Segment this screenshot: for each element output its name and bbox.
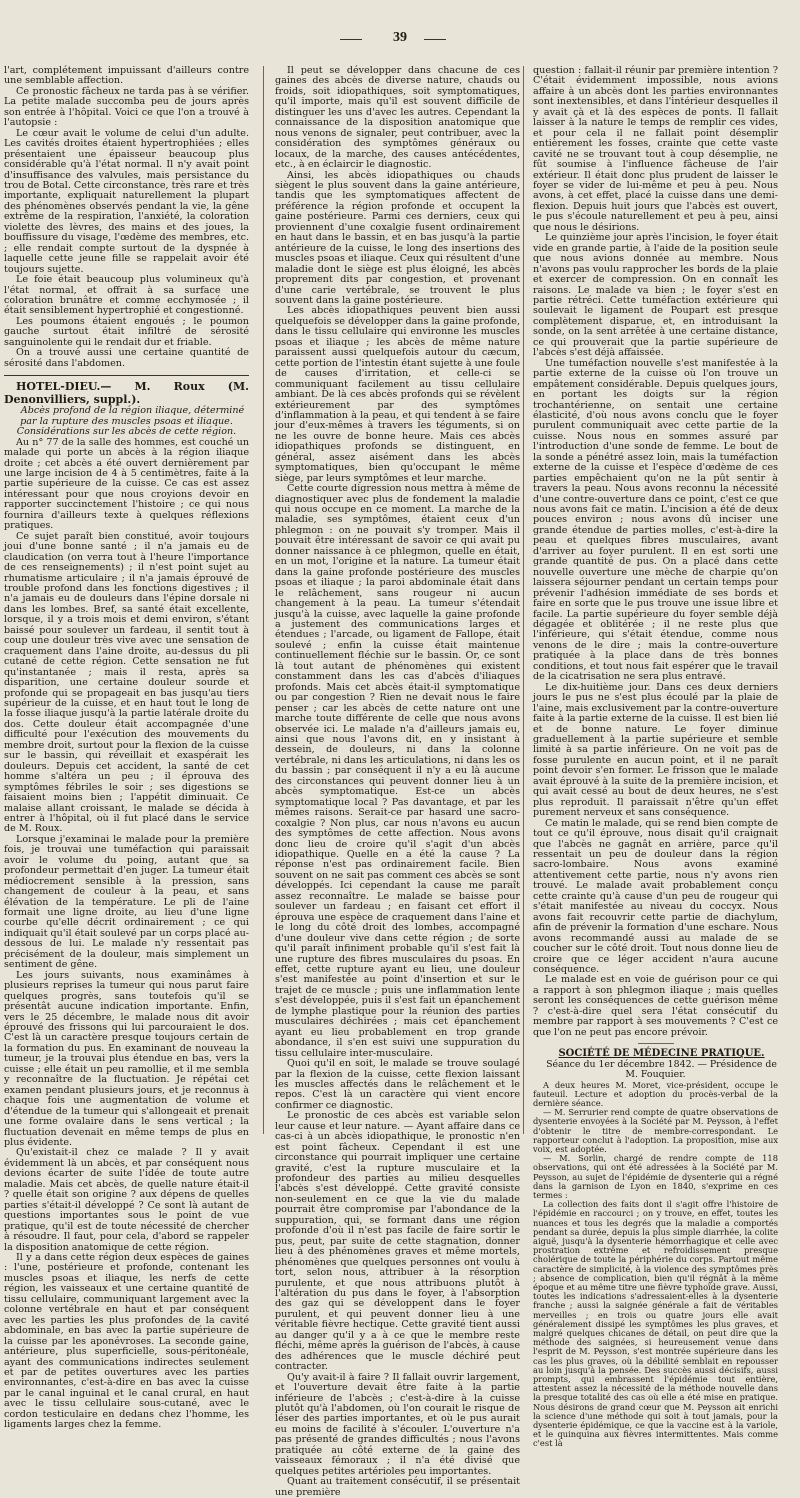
- article-subtitle: Abcès profond de la région iliaque, déterminé par la rupture des muscles psoas et iliaque. Considérations sur les abcès de cette région.: [16, 405, 245, 438]
- paragraph: Le foie était beaucoup plus volumineux qu'à l'état normal, et offrait à sa surface une coloration brunâtre et comme ecchymosée ; il était sensiblement hypertrophié et congestionné.: [4, 274, 249, 317]
- paragraph: Une tuméfaction nouvelle s'est manifestée à la partie externe de la cuisse où l'on trouve un empâtement considérable. Depuis quelques jours, en portant les doigts sur la région trochantérienne, on sentait une certaine élasticité, d'où nous avons conclu que le foyer purulent communiquait avec cette partie de la cuisse. Nous nous en sommes assuré par l'introduction d'une sonde de femme. Le bout de la sonde a pénétré assez loin, mais la tuméfaction externe de la cuisse et l'espèce d'œdème de ces parties empêchaient qu'on ne la pût sentir à travers la peau. Nous avons reconnu la nécessité d'une contre-ouverture dans ce point, c'est ce que nous avons fait ce matin. L'incision a été de deux pouces environ ; nous avons dû inciser une grande étendue de parties molles, c'est-à-dire la peau et quelques fibres musculaires, avant d'arriver au foyer purulent. Il en est sorti une grande quantité de pus. On a placé dans cette nouvelle ouverture une mèche de charpie qu'on laissera séjourner pendant un certain temps pour prévenir l'adhésion immédiate de ses bords et faire en sorte que le pus trouve une issue libre et facile. La partie supérieure du foyer semble déjà dégagée et oblitérée ; il ne reste plus que l'inférieure, qui s'était étendue, comme nous venons de le dire ; mais la contre-ouverture pratiquée à la place dans de très bonnes conditions, et tout nous fait espérer que le travail de la cicatrisation ne sera plus entravé.: [533, 357, 778, 683]
- paragraph: Il peut se développer dans chacune de ces gaines des abcès de diverse nature, chauds ou froids, soit idiopathiques, soit symptomatiques, qu'il importe, mais qu'il est souvent difficile de distinguer les uns d'avec les autres. Cependant la connaissance de la disposition anatomique que nous venons de signaler, peut contribuer, avec la considération des symptômes généraux ou locaux, de la marche, des causes antécédentes, etc., à en éclaircir le diagnostic.: [275, 65, 520, 171]
- column-divider: [523, 66, 524, 1134]
- header-rule-right: [424, 39, 446, 40]
- section-heading: SOCIÉTÉ DE MÉDECINE PRATIQUE.: [558, 1048, 765, 1060]
- paragraph: l'art, complétement impuissant d'ailleurs contre une semblable affection.: [4, 65, 249, 87]
- paragraph: Le pronostic de ces abcès est variable selon leur cause et leur nature. — Ayant affaire dans ce cas-ci à un abcès idiopathique, le pronostic n'en est point fâcheux. Cependant il est une circonstance qui pourrait impliquer une certaine gravité, c'est la rupture musculaire et la profondeur des parties au milieu desquelles l'abcès s'est développé. Cette gravité consiste non-seulement en ce que la vie du malade pourrait être compromise par l'abondance de la suppuration, qui, se formant dans une région profonde d'où il n'est pas facile de faire sortir le pus, peut, par suite de cette stagnation, donner lieu à des phénomènes graves et même mortels, phénomènes que quelques personnes ont voulu à tort, selon nous, attribuer à la résorption purulente, et que nous attribuons plutôt à l'altération du pus dans le foyer, à l'absorption des gaz qui se développent dans le foyer purulent, et qui peuvent donner lieu à une véritable fièvre hectique. Cette gravité tient aussi au danger qu'il y a à ce que le membre reste fléchi, même après la guérison de l'abcès, à cause des adhérences que le muscle déchiré peut contracter.: [275, 1110, 520, 1373]
- column-left: [4, 65, 249, 1431]
- paragraph: Au n° 77 de la salle des hommes, est couché un malade qui porte un abcès à la région iliaque droite ; cet abcès a été ouvert dernièrement par une large incision de 4 à 5 centimètres, faite à la partie supérieure de la cuisse. Ce cas est assez intéressant pour que nous croyions devoir en rapporter succinctement l'histoire ; ce qui nous fournira d'ailleurs texte à quelques réflexions pratiques.: [4, 436, 249, 532]
- column-right: [533, 65, 778, 1449]
- paragraph: Le dix-huitième jour. Dans ces deux derniers jours le pus ne s'est plus écoulé par la plaie de l'aine, mais exclusivement par la contre-ouverture faite à la partie externe de la cuisse. Il est bien lié et de bonne nature. Le foyer diminue graduellement à la partie supérieure et semble limité à sa partie inférieure. On ne voit pas de fosse purulente en aucun point, et il ne paraît point devoir s'en former. Le frisson que le malade avait éprouvé à la suite de la première incision, et qui avait cessé au bout de deux heures, ne s'est plus reproduit. Il paraissait n'être qu'un effet purement nerveux et sans conséquence.: [533, 681, 778, 819]
- paragraph: A deux heures M. Moret, vice-président, occupe le fauteuil. Lecture et adoption du procès-verbal de la dernière séance.: [533, 1079, 778, 1108]
- paragraph: Les abcès idiopathiques peuvent bien aussi quelquefois se développer dans la gaine profonde, dans le tissu cellulaire qui environne les muscles psoas et iliaque ; les abcès de même nature paraissent aussi quelquefois autour du cæcum, cette portion de l'intestin étant sujette à une foule de causes d'irritation, et celle-ci se communiquant facilement au tissu cellulaire ambiant. De là ces abcès profonds qui se révèlent extérieurement par des symptômes d'inflammation à la peau, et qui tendent à se faire jour d'eux-mêmes à travers les téguments, si on ne les ouvre de bonne heure. Mais ces abcès idiopathiques profonds se distinguent, en général, assez aisément dans les abcès symptomatiques, bien qu'occupant le même siège, par leurs symptômes et leur marche.: [275, 305, 521, 484]
- paragraph: Lorsque j'examinai le malade pour la première fois, je trouvai une tuméfaction qui paraissait avoir le volume du poing, autant que sa profondeur permettait d'en juger. La tumeur était médiocrement sensible à la pression, sans changement de couleur à la peau, et sans élévation de la température. Le pli de l'aine formait une ligne droite, au lieu d'une ligne courbe qu'elle décrit ordinairement ; ce qui indiquait qu'il était soulevé par un corps placé au-dessous de lui. Le malade n'y ressentait pas précisément de la douleur, mais simplement un sentiment de gêne.: [4, 833, 249, 971]
- page-header: [0, 30, 800, 48]
- page-number: 39: [393, 30, 407, 45]
- section-heading: HOTEL-DIEU.— M. Roux (M. Denonvilliers, suppl.).: [4, 380, 249, 407]
- paragraph: Qu'y avait-il à faire ? Il fallait ouvrir largement, et l'ouverture devait être faite à la partie inférieure de l'abcès ; c'est-à-dire à la cuisse plutôt qu'à l'abdomen, où l'on courait le risque de léser des parties importantes, et où le pus aurait eu moins de facilité à s'écouler. L'ouverture n'a pas présenté de grandes difficultés ; nous l'avons pratiquée au côté externe de la gaine des vaisseaux fémoraux ; il n'a été divisé que quelques petites artérioles peu importantes.: [275, 1371, 520, 1477]
- paragraph: — M. Sorlin, chargé de rendre compte de 118 observations, qui ont été adressées à la Société par M. Peysson, au sujet de l'épidémie de dysenterie qui a régné dans la garnison de Lyon en 1840, s'exprime en ces termes :: [533, 1153, 778, 1200]
- paragraph: Le quinzième jour après l'incision, le foyer était vide en grande partie, à l'aide de la position seule que nous avions donnée au membre. Nous n'avons pas voulu rapprocher les bords de la plaie et exercer de compression. On en connaît les raisons. Le malade va bien ; le foyer s'est en partie rétréci. Cette tuméfaction extérieure qui soulevait le ligament de Poupart est presque complètement disparue, et, en introduisant la sonde, on la sent arrêtée à une certaine distance, ce qui prouverait que la partie supérieure de l'abcès s'est déjà affaissée.: [533, 232, 778, 359]
- society-minutes: [533, 1081, 778, 1449]
- paragraph: question : fallait-il réunir par première intention ? C'était évidemment impossible, nous avions affaire à un abcès dont les parties environnantes sont inextensibles, et dans l'intérieur desquelles il y avait çà et là des espèces de ponts. Il fallait laisser à la nature le temps de remplir ces vides, et pour cela il ne fallait point désemplir entièrement les fosses, crainte que cette vaste cavité ne se trouvant tout à coup désemplie, ne fût soumise à l'influence fâcheuse de l'air extérieur. Il était donc plus prudent de laisser le foyer se vider de lui-même et peu à peu. Nous avons, à cet effet, placé la cuisse dans une demi-flexion. Depuis huit jours que l'abcès est ouvert, le pus s'écoule naturellement et peu à peu, ainsi que nous le désirions.: [533, 65, 778, 233]
- paragraph: Les jours suivants, nous examinâmes à plusieurs reprises la tumeur qui nous parut faire quelques progrès, sans toutefois qu'il se présentât aucune indication importante. Enfin, vers le 25 décembre, le malade nous dit avoir éprouvé des frissons qui lui parcouraient le dos. C'est là un caractère presque toujours certain de la formation du pus. En examinant de nouveau la tumeur, je la trouvai plus étendue en bas, vers la cuisse ; elle était un peu ramollie, et il me sembla y reconnaître de la fluctuation. Je répétai cet examen pendant plusieurs jours, et je reconnus à chaque fois une augmentation de volume et d'étendue de la tumeur qui s'allongeait et prenait une forme ovalaire dans le sens vertical ; la fluctuation devenait en même temps de plus en plus évidente.: [4, 969, 249, 1148]
- paragraph: La collection des faits dont il s'agit offre l'histoire de l'épidémie en raccourci ; on y trouve, en effet, toutes les nuances et tous les degrés que la maladie a comportés pendant sa durée, depuis la plus simple diarrhée, la colite aiguë, jusqu'à la dysenterie hémorrhagique et celle avec prostration extrême et refroidissement presque cholérique de toute la périphérie du corps. Partout même caractère de simplicité, à la violence des symptômes près ; absence de complication, bien qu'il régnât à la même époque et au même titre une fièvre typhoïde grave. Aussi, toutes les indications s'adressaient-elles à la dysenterie franche ; aussi la saignée générale a fait de véritables merveilles ; en trois ou quatre jours elle avait généralement dissipé les symptômes les plus graves, et malgré quelques chicanes de détail, on peut dire que la méthode des saignées, si heureusement venue dans l'esprit de M. Peysson, s'est montrée supérieure dans les cas les plus graves, où la débilité semblait en repousser au loin jusqu'à la pensée. Des succès aussi décisifs, aussi prompts, qui embrassent l'épidémie tout entière, attestent assez la nécessité de la méthode nouvelle dans la presque totalité des cas où elle a été mise en pratique. Nous désirons de grand cœur que M. Peysson ait enrichi la science d'une méthode qui soit à tout jamais, pour la dysenterie épidémique, ce que la vaccine est à la variole, et le quinquina aux fièvres intermittentes. Mais comme c'est là: [533, 1199, 778, 1449]
- paragraph: Ce matin le malade, qui se rend bien compte de tout ce qu'il éprouve, nous disait qu'il craignait que l'abcès ne gagnât en arrière, parce qu'il ressentait un peu de douleur dans la région sacro-lombaire. Nous avons examiné attentivement cette partie, nous n'y avons rien trouvé. Le malade avait probablement conçu cette crainte qu'à cause d'un peu de rougeur qui s'était manifestée au niveau du coccyx. Nous avons fait recouvrir cette partie de diachylum, afin de prévenir la formation d'une eschare. Nous avons recommandé aussi au malade de se coucher sur le côté droit. Tout nous donne lieu de croire que ce léger accident n'aura aucune conséquence.: [533, 817, 778, 975]
- paragraph: Ainsi, les abcès idiopathiques ou chauds siègent le plus souvent dans la gaine antérieure, tandis que les symptomatiques affectent de préférence la région profonde et occupent la gaine postérieure. Parmi ces derniers, ceux qui proviennent d'une coxalgie fusent ordinairement en haut dans le bassin, et en bas jusqu'à la partie antérieure de la cuisse, le long des insertions des muscles psoas et iliaque. Ceux qui résultent d'une maladie dont le siège est plus éloigné, les abcès proprement dits par congestion, et provenant d'une carie vertébrale, se trouvent le plus souvent dans la gaine postérieure.: [275, 169, 520, 306]
- paragraph: Il y a dans cette région deux espèces de gaines : l'une, postérieure et profonde, contenant les muscles psoas et iliaque, les nerfs de cette région, les vaisseaux et une certaine quantité de tissu cellulaire, communiquant largement avec la colonne vertébrale en haut et par conséquent avec les parties les plus profondes de la cavité abdominale, en bas avec la partie supérieure de la cuisse par les aponévroses. La seconde gaine, antérieure, plus superficielle, sous-péritonéale, ayant des communications indirectes seulement et par de petites ouvertures avec les parties environnantes, c'est-à-dire en bas avec la cuisse par le canal inguinal et le canal crural, en haut avec le tissu cellulaire sous-cutané, avec le cordon testiculaire en dedans chez l'homme, les ligaments larges chez la femme.: [4, 1251, 249, 1431]
- section-divider: [638, 1043, 674, 1044]
- paragraph: Quoi qu'il en soit, le malade se trouve soulagé par la flexion de la cuisse, cette flexion laissant les muscles affectés dans le relâchement et le repos. C'est là un caractère qui vient encore confirmer ce diagnostic.: [275, 1058, 520, 1111]
- column-middle: [275, 65, 521, 1498]
- paragraph: — M. Serrurier rend compte de quatre observations de dysenterie envoyées à la Société par M. Peysson, à l'effet d'obtenir le titre de membre-correspondant. Le rapporteur conclut à l'adoption. La proposition, mise aux voix, est adoptée.: [533, 1107, 778, 1154]
- paragraph: Ce sujet paraît bien constitué, avoir toujours joui d'une bonne santé ; il n'a jamais eu de claudication (on verra tout à l'heure l'importance de ces renseignements) ; il n'est point sujet au rhumatisme articulaire ; il n'a jamais éprouvé de trouble profond dans les fonctions digestives ; il n'a jamais eu de douleurs dans l'épine dorsale ni dans les lombes. Bref, sa santé était excellente, lorsque, il y a trois mois et demi environ, s'étant baissé pour soulever un fardeau, il sentit tout à coup une douleur très vive avec une sensation de craquement dans l'aine droite, au-dessus du pli cutané de cette région. Cette sensation ne fut qu'instantanée ; mais il resta, après sa disparition, une certaine douleur sourde et profonde qui se propageait en bas jusqu'au tiers supérieur de la cuisse, et en haut tout le long de la fosse iliaque jusqu'à la partie latérale droite du dos. Cette douleur était accompagnée d'une difficulté pour l'exécution des mouvements du membre droit, surtout pour la flexion de la cuisse sur le bassin, qui réveillait et exaspérait les douleurs. Depuis cet accident, la santé de cet homme s'altéra un peu ; il éprouva des symptômes fébriles le soir ; ses digestions se faisaient moins bien ; l'appétit diminuait. Ce malaise allant croissant, le malade se décida à entrer à l'hôpital, où il fut placé dans le service de M. Roux.: [4, 530, 249, 835]
- section-divider: [4, 375, 249, 376]
- paragraph: Les poumons étaient engoués ; le poumon gauche surtout était infiltré de sérosité sanguinolente qui le rendait dur et friable.: [4, 315, 249, 348]
- paragraph: Le cœur avait le volume de celui d'un adulte. Les cavités droites étaient hypertrophiées ; elles présentaient une épaisseur beaucoup plus considérable qu'à l'état normal. Il n'y avait point d'insuffisance des valvules, mais persistance du trou de Botal. Cette circonstance, très rare et très importante, expliquait naturellement la plupart des phénomènes observés pendant la vie, la gêne extrême de la respiration, l'anxiété, la coloration violette des lèvres, des mains et des joues, la bouffissure du visage, l'œdème des membres, etc. ; elle rendait compte surtout de la dyspnée à laquelle cette jeune fille se rappelait avoir été toujours sujette.: [4, 127, 249, 275]
- column-divider: [263, 66, 264, 1134]
- paragraph: Quant au traitement consécutif, il se présentait une première: [275, 1476, 520, 1498]
- paragraph: Ce pronostic fâcheux ne tarda pas à se vérifier. La petite malade succomba peu de jours après son entrée à l'hôpital. Voici ce que l'on a trouvé à l'autopsie :: [4, 85, 249, 129]
- paragraph: Cette courte digression nous mettra à même de diagnostiquer avec plus de fondement la maladie qui nous occupe en ce moment. La marche de la maladie, ses symptômes, étaient ceux d'un phlegmon : on ne pouvait s'y tromper. Mais il pouvait être intéressant de savoir ce qui avait pu donner naissance à ce phlegmon, quelle en était, en un mot, l'origine et la nature. La tumeur était dans la gaine profonde postérieure des muscles psoas et iliaque ; la paroi abdominale était dans le relâchement, sans rougeur ni aucun changement à la peau. La tumeur s'étendait jusqu'à la cuisse, avec laquelle la gaine profonde a justement des communications larges et étendues ; l'arcade, ou ligament de Fallope, était soulevé ; enfin la cuisse était maintenue continuellement fléchie sur le bassin. Or, ce sont là tout autant de phénomènes qui existent constamment dans les cas d'abcès d'iliaques profonds. Mais cet abcès était-il symptomatique ou par congestion ? Rien ne devait nous le faire penser ; car les abcès de cette nature ont une marche toute différente de celle que nous avons observée ici. Le malade n'a d'ailleurs jamais eu, ainsi que nous l'avons dit, en y insistant à dessein, de douleurs, ni dans la colonne vertébrale, ni dans les articulations, ni dans les os du bassin ; par conséquent il n'y a eu là aucune des circonstances qui peuvent donner lieu à un abcès symptomatique. Est-ce un abcès symptomatique local ? Pas davantage, et par les mêmes raisons. Serait-ce par hasard une sacro-coxalgie ? Non plus, car nous n'avons eu aucun des symptômes de cette affection. Nous avons donc lieu de croire qu'il s'agit d'un abcès idiopathique. Quelle en a été la cause ? La réponse n'est pas ordinairement facile. Bien souvent on ne sait pas comment ces abcès se sont développés. Ici cependant la cause me paraît assez reconnaître. Le malade se baisse pour soulever un fardeau ; en faisant cet effort il éprouva une espèce de craquement dans l'aine et le long du côté droit des lombes, accompagné d'une douleur vive dans cette région ; de sorte qu'il paraît infiniment probable qu'il s'est fait là une rupture des fibres musculaires du psoas. En effet, cette rupture ayant eu lieu, une douleur s'est manifestée au point d'insertion et sur le trajet de ce muscle ; puis une inflammation lente s'est développée, puis il s'est fait un épanchement de lymphe plastique pour la réunion des parties musculaires déchirées ; mais cet épanchement ayant eu lieu probablement en trop grande abondance, il s'en est suivi une suppuration du tissu cellulaire inter-musculaire.: [275, 483, 520, 1059]
- paragraph: Qu'existait-il chez ce malade ? Il y avait évidemment là un abcès, et par conséquent nous devions écarter de suite l'idée de toute autre maladie. Mais cet abcès, de quelle nature était-il ? quelle était son origine ? aux dépens de quelles parties s'était-il développé ? Ce sont là autant de questions importantes sous le point de vue pratique, qu'il est de toute nécessité de chercher à résoudre. Il faut, pour cela, d'abord se rappeler la disposition anatomique de cette région.: [4, 1147, 249, 1253]
- session-line: Séance du 1er décembre 1842. — Présidence de M. Fouquier.: [546, 1058, 777, 1081]
- paragraph: On a trouvé aussi une certaine quantité de sérosité dans l'abdomen.: [4, 347, 249, 369]
- paragraph: Le malade est en voie de guérison pour ce qui a rapport à son phlegmon iliaque ; mais quelles seront les conséquences de cette guérison même ? c'est-à-dire quel sera l'état consécutif du membre par rapport à ses mouvements ? C'est ce que l'on ne peut pas encore prévoir.: [533, 974, 778, 1038]
